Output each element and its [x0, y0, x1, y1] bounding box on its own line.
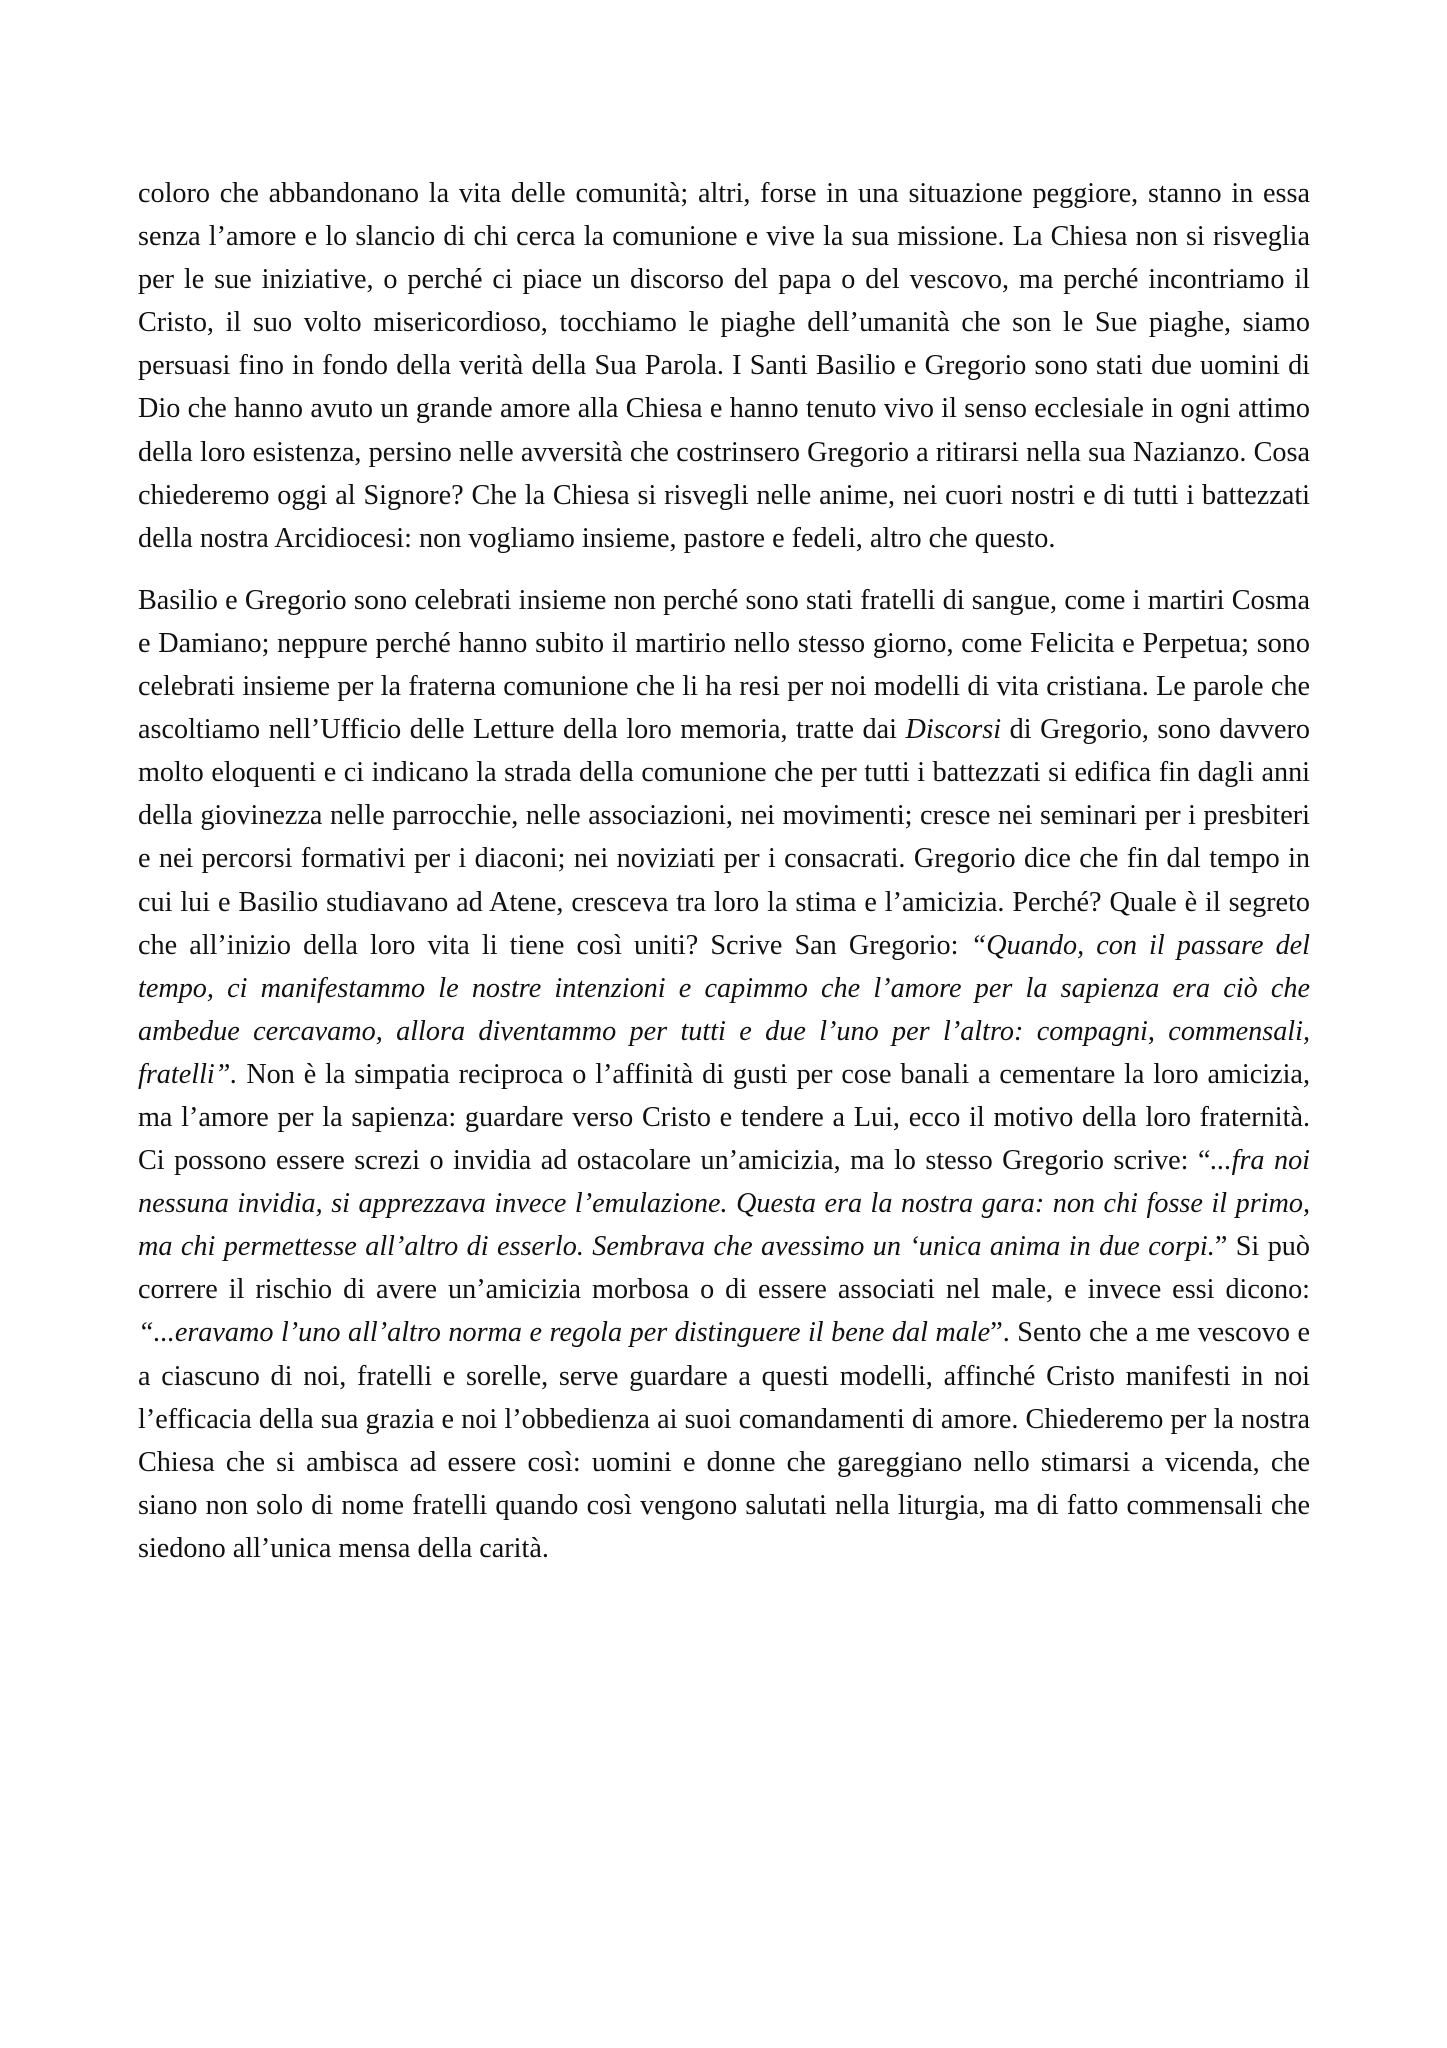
text-segment: di Gregorio, sono davvero molto eloquenti e ci indicano la strada della comunione che per tutti i battezzati si edifica fin dagli anni della giovinezza nelle parrocchie, nelle associazioni, nei movimenti; cresce nei seminari per i presbiteri e nei percorsi formativi per i diaconi; nei noviziati per i consacrati. Gregorio dice che fin dal tempo in cui lui e Basilio studiavano ad Atene, cresceva tra loro la stima e l’amicizia. Perché? Quale è il segreto che all’inizio della loro vita li tiene così uniti? Scrive San Gregorio: — [138, 714, 1310, 961]
italic-text-segment: Discorsi — [905, 714, 1002, 746]
text-segment: coloro che abbandonano la vita delle comunità; altri, forse in una situazione peggiore, stanno in essa senza l’amore e lo slancio di chi cerca la comunione e vive la sua missione. La Chiesa non si risveglia per le sue iniziative, o perché ci piace un discorso del papa o del vescovo, ma perché incontriamo il Cristo, il suo volto misericordioso, tocchiamo le piaghe dell’umanità che son le Sue piaghe, siamo persuasi fino in fondo della verità della Sua Parola. I Santi Basilio e Gregorio sono stati due uomini di Dio che hanno avuto un grande amore alla Chiesa e hanno tenuto vivo il senso ecclesiale in ogni attimo della loro esistenza, persino nelle avversità che costrinsero Gregorio a ritirarsi nella sua Nazianzo. Cosa chiederemo oggi al Signore? Che la Chiesa si risvegli nelle anime, nei cuori nostri e di tutti i battezzati della nostra Arcidiocesi: non vogliamo insieme, pastore e fedeli, altro che questo. — [138, 178, 1310, 554]
italic-text-segment: “Quando, con il passare del tempo, ci manifestammo le nostre intenzioni e capimmo che l’amore per la sapienza era ciò che ambedue cercavamo, allora diventammo per tutti e due l’uno per l’altro: compagni, commensali, fratelli”. — [138, 929, 1310, 1090]
paragraph-1 — [138, 172, 1310, 560]
body-text — [138, 172, 1310, 1589]
italic-text-segment: “...eravamo l’uno all’altro norma e regola per distinguere il bene dal male — [138, 1317, 991, 1349]
text-segment: ”. Sento che a me vescovo e a ciascuno di noi, fratelli e sorelle, serve guardare a questi modelli, affinché Cristo manifesti in noi l’efficacia della sua grazia e noi l’obbedienza ai suoi comandamenti di amore. Chiederemo per la nostra Chiesa che si ambisca ad essere così: uomini e donne che gareggiano nello stimarsi a vicenda, che siano non solo di nome fratelli quando così vengono salutati nella liturgia, ma di fatto commensali che siedono all’unica mensa della carità. — [138, 1317, 1310, 1564]
paragraph-2 — [138, 579, 1310, 1570]
text-segment: Basilio e Gregorio sono celebrati insieme non perché sono stati fratelli di sangue, come i martiri Cosma e Damiano; neppure perché hanno subito il martirio nello stesso giorno, come Felicita e Perpetua; sono celebrati insieme per la fraterna comunione che li ha resi per noi modelli di vita cristiana. Le parole che ascoltiamo nell’Ufficio delle Letture della loro memoria, tratte dai — [138, 584, 1310, 746]
italic-text-segment: ...fra noi nessuna invidia, si apprezzava invece l’emulazione. Questa era la nostra gara: non chi fosse il primo, ma chi permettesse all’altro di esserlo. Sembrava che avessimo un ‘unica anima in due corpi. — [138, 1145, 1310, 1263]
text-segment: ” Si può correre il rischio di avere un’amicizia morbosa o di essere associati nel male, e invece essi dicono: — [138, 1231, 1310, 1306]
text-segment: Non è la simpatia reciproca o l’affinità di gusti per cose banali a cementare la loro amicizia, ma l’amore per la sapienza: guardare verso Cristo e tendere a Lui, ecco il motivo della loro fraternità. Ci possono essere screzi o invidia ad ostacolare un’amicizia, ma lo stesso Gregorio scrive: “ — [138, 1058, 1310, 1177]
